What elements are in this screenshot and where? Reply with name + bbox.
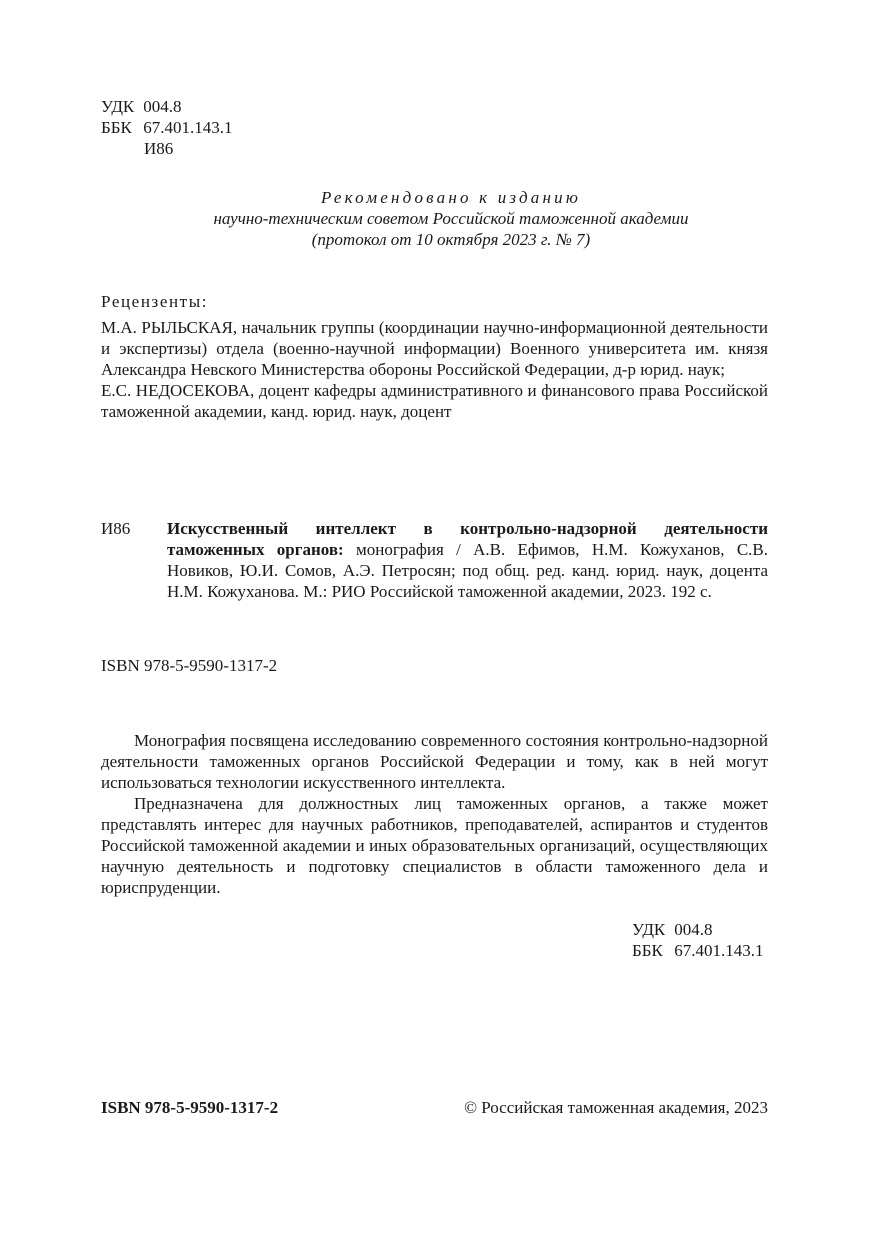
annotation: [101, 730, 768, 898]
recommendation-line-2: (протокол от 10 октября 2023 г. № 7): [311, 230, 591, 249]
classification-repeat: [632, 919, 764, 961]
bbk-value: 67.401.143.1: [143, 118, 233, 137]
reviewers-label: Рецензенты:: [101, 292, 209, 311]
annotation-paragraph: Монография посвящена исследованию современного состояния контрольно-надзорной деятельности таможенных органов Российской Федерации и тому, как в ней могут использоваться технологии искусственного интеллекта.: [101, 731, 768, 792]
reviewer-entry: Е.С. НЕДОСЕКОВА, доцент кафедры административного и финансового права Российской таможенной академии, канд. юрид. наук, доцент: [101, 381, 768, 421]
book-details: монография / А.В. Ефимов, Н.М. Кожуханов, С.В. Новиков, Ю.И. Сомов, А.Э. Петросян; под общ. ред. канд. юрид. наук, доцента Н.М. Кожуханова. М.: РИО Российской таможенной академии, 2023. 192 с.: [167, 540, 768, 601]
copyright-notice: © Российская таможенная академия, 2023: [464, 1098, 768, 1117]
author-mark: И86: [144, 139, 174, 158]
bbk-label: ББК: [632, 941, 663, 960]
udk-label: УДК: [101, 97, 135, 116]
bibliographic-description: [167, 518, 768, 602]
bibliographic-mark: И86: [101, 519, 131, 538]
udk-value: 004.8: [143, 97, 182, 116]
bbk-row: [101, 117, 233, 138]
footer-isbn: ISBN 978-5-9590-1317-2: [101, 1098, 279, 1117]
udk-row: [632, 919, 764, 940]
bbk-value: 67.401.143.1: [674, 941, 764, 960]
udk-value: 004.8: [674, 920, 713, 939]
recommendation-line-1: научно-техническим советом Российской таможенной академии: [213, 209, 689, 228]
book-title: Искусственный интеллект в контрольно-надзорной деятельности таможенных органов:: [167, 519, 768, 559]
bbk-label: ББК: [101, 118, 132, 137]
recommendation-block: [101, 187, 801, 250]
isbn-line: ISBN 978-5-9590-1317-2: [101, 656, 278, 675]
bibliographic-record: [101, 518, 768, 602]
recommendation-heading: Рекомендовано к изданию: [320, 188, 582, 207]
annotation-paragraph: Предназначена для должностных лиц таможенных органов, а также может представлять интерес для научных работников, преподавателей, аспирантов и студентов Российской таможенной академии и иных образовательных организаций, осуществляющих научную деятельность и подготовку специалистов в области таможенного дела и юриспруденции.: [101, 794, 768, 897]
bbk-row: [632, 940, 764, 961]
udk-label: УДК: [632, 920, 666, 939]
reviewers-list: [101, 317, 768, 422]
udk-row: [101, 96, 233, 117]
reviewer-entry: М.А. РЫЛЬСКАЯ, начальник группы (координации научно-информационной деятельности и экспертизы) отдела (военно-научной информации) Военного университета им. князя Александра Невского Министерства обороны Российской Федерации, д-р юрид. наук;: [101, 318, 768, 379]
classification-block: [101, 96, 233, 159]
